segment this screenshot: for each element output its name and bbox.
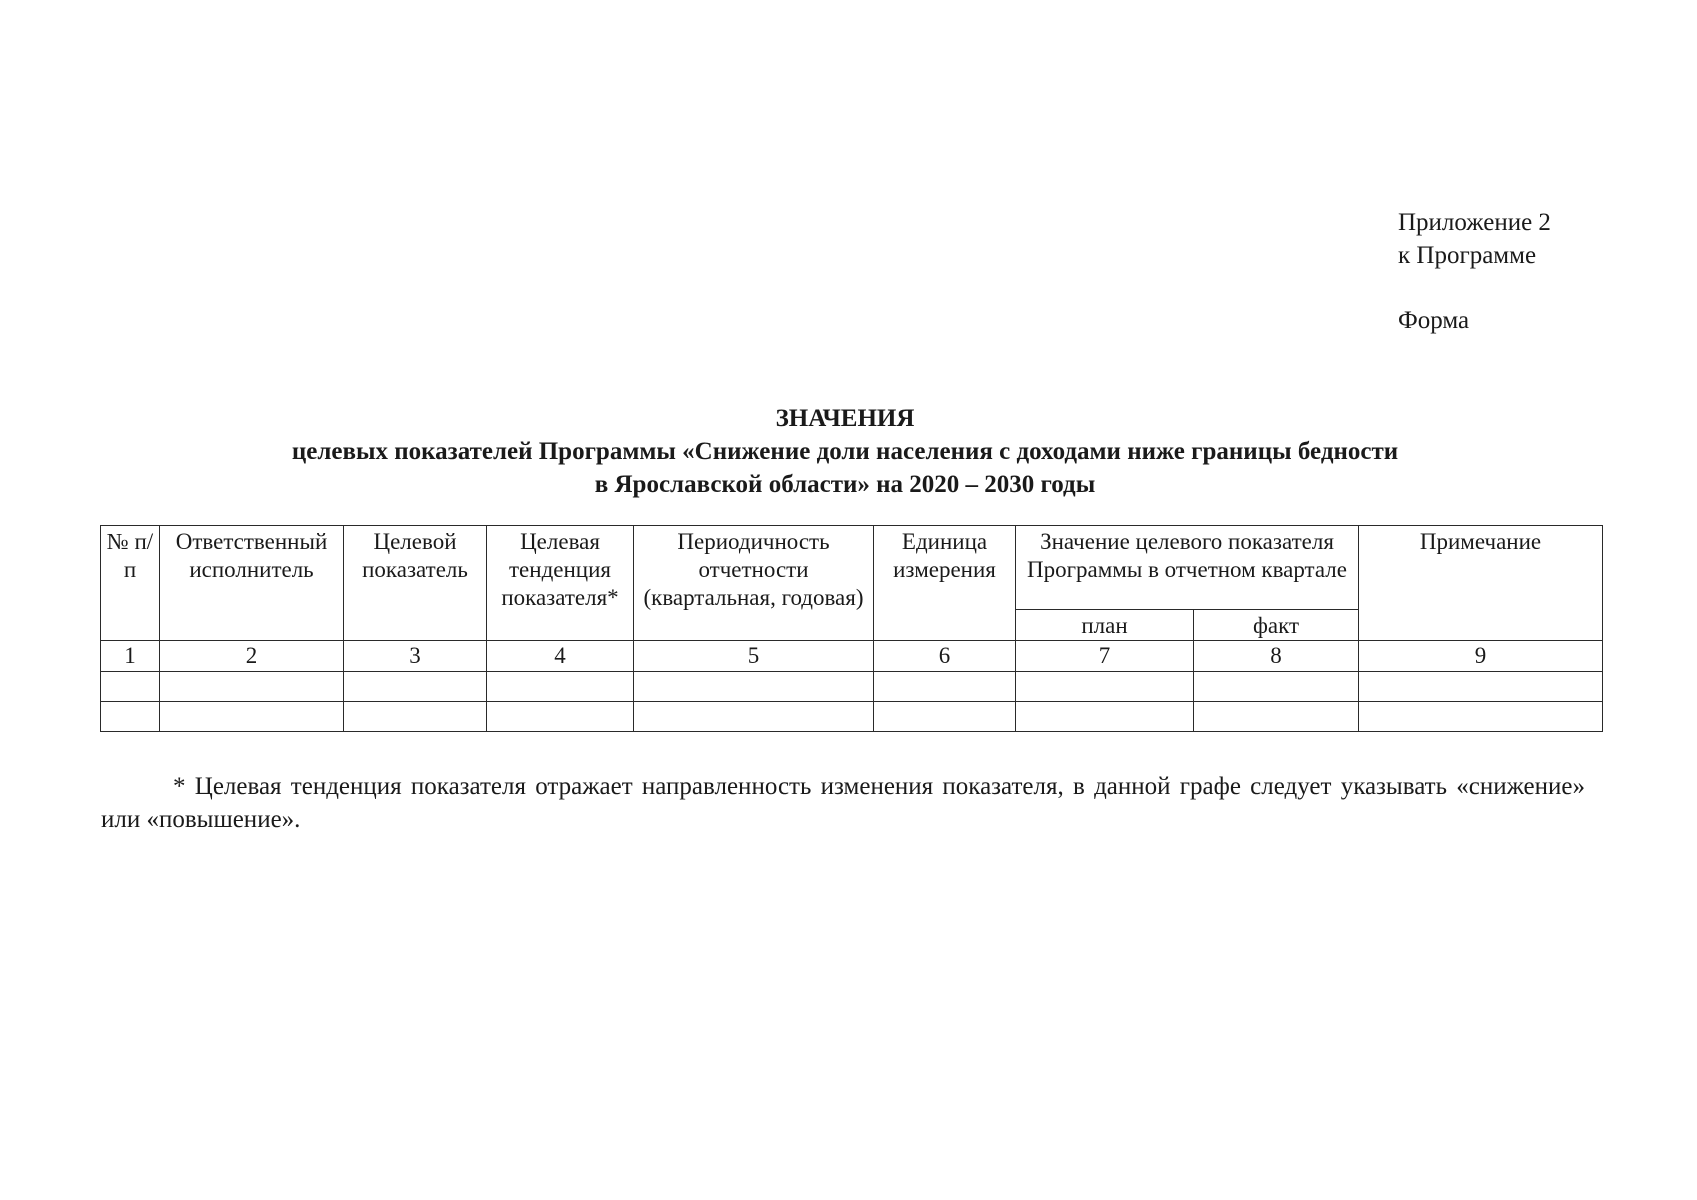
table-row (101, 672, 1603, 702)
column-number: 3 (344, 641, 487, 672)
table-cell (1194, 672, 1359, 702)
column-number: 5 (634, 641, 874, 672)
table-row (101, 702, 1603, 732)
title-line-2: целевых показателей Программы «Снижение доли населения с доходами ниже границы бедности (291, 438, 1399, 465)
header-note: Примечание (1359, 526, 1603, 641)
column-number: 8 (1194, 641, 1359, 672)
column-number: 7 (1016, 641, 1194, 672)
table-cell (1016, 702, 1194, 732)
header-value-group: Значение целевого показателя Программы в отчетном квартале (1016, 526, 1359, 610)
table-cell (101, 702, 160, 732)
form-label: Форма (1398, 307, 1470, 334)
table-cell (1016, 672, 1194, 702)
title-line-3: в Ярославской области» на 2020 – 2030 годы (594, 471, 1096, 498)
table-cell (874, 702, 1016, 732)
column-number: 4 (487, 641, 634, 672)
header-plan: план (1016, 610, 1194, 641)
column-number: 9 (1359, 641, 1603, 672)
table-cell (1359, 672, 1603, 702)
header-unit: Единица измерения (874, 526, 1016, 641)
header-indicator: Целевой показатель (344, 526, 487, 641)
table-cell (160, 702, 344, 732)
table-cell (101, 672, 160, 702)
table-cell (634, 702, 874, 732)
table-cell (1359, 702, 1603, 732)
header-executor: Ответственный исполнитель (160, 526, 344, 641)
footnote: * Целевая тенденция показателя отражает направленность изменения показателя, в данной графе следует указывать «снижение» или «повышение». (101, 773, 1585, 833)
column-number: 6 (874, 641, 1016, 672)
table-cell (160, 672, 344, 702)
table-cell (344, 702, 487, 732)
table-cell (487, 702, 634, 732)
document-title (0, 402, 1690, 501)
table-cell (874, 672, 1016, 702)
header-number: № п/п (101, 526, 160, 641)
appendix-line-1: Приложение 2 (1398, 209, 1551, 236)
header-fact: факт (1194, 610, 1359, 641)
indicator-values-table (100, 525, 1603, 732)
header-periodicity: Периодичность отчетности (квартальная, годовая) (634, 526, 874, 641)
header-trend: Целевая тенденция показателя* (487, 526, 634, 641)
appendix-note (1398, 206, 1551, 337)
appendix-line-2: к Программе (1398, 242, 1537, 269)
table-cell (344, 672, 487, 702)
table-cell (634, 672, 874, 702)
column-number: 2 (160, 641, 344, 672)
column-number-row (101, 641, 1603, 672)
column-number: 1 (101, 641, 160, 672)
table-cell (1194, 702, 1359, 732)
title-heading: ЗНАЧЕНИЯ (775, 405, 915, 432)
table-cell (487, 672, 634, 702)
